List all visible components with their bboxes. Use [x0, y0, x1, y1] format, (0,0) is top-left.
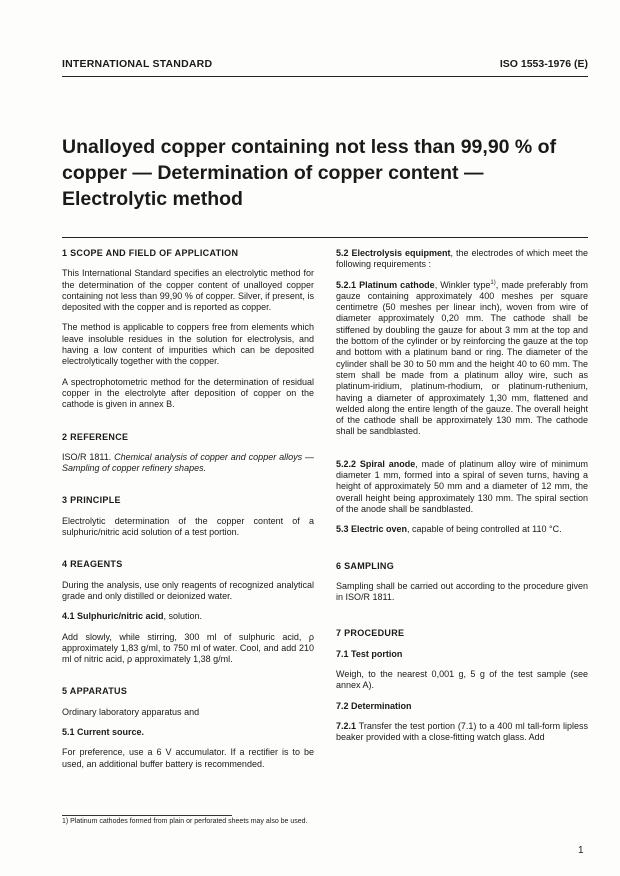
section-4-paragraph: Add slowly, while stirring, 300 ml of sulphuric acid, ρ approximately 1,83 g/ml, to 750 ml of water. Cool, and add 210 ml of nitric acid, ρ approximately 1,38 g/ml.	[62, 631, 314, 665]
section-3-heading: 3 PRINCIPLE	[62, 495, 121, 506]
section-1-paragraph: A spectrophotometric method for the determination of residual copper in the electrolyte after deposition of copper on the cathode is given in annex B.	[62, 376, 314, 410]
subsection-5-2-heading: 5.2 Electrolysis equipment	[336, 248, 451, 258]
section-7-1-paragraph: Weigh, to the nearest 0,001 g, 5 g of the test sample (see annex A).	[336, 669, 588, 691]
section-4-paragraph: During the analysis, use only reagents of recognized analytical grade and only distilled or deionized water.	[62, 579, 314, 601]
right-column	[336, 248, 588, 753]
subsection-5-2-1-heading: 5.2.1 Platinum cathode	[336, 279, 435, 290]
standard-label: INTERNATIONAL STANDARD	[62, 58, 213, 70]
footnote-rule	[62, 815, 232, 816]
document-title: Unalloyed copper containing not less than 99,90 % of copper — Determination of copper content — Electrolytic method	[62, 136, 557, 210]
header-rule	[62, 76, 588, 77]
title-rule	[62, 237, 588, 238]
subsection-7-1-heading: 7.1 Test portion	[336, 648, 403, 659]
subsection-4-1	[62, 611, 314, 622]
subsection-5-3-heading: 5.3 Electric oven	[336, 524, 408, 535]
section-6-paragraph: Sampling shall be carried out according to the procedure given in ISO/R 1811.	[336, 580, 588, 603]
subsection-5-2-1	[336, 280, 588, 438]
reference-title: Chemical analysis of copper and copper alloys — Sampling of copper refinery shapes.	[62, 451, 314, 474]
reference-code: ISO/R 1811.	[62, 451, 112, 462]
subsection-5-3	[336, 524, 588, 535]
section-6-heading: 6 SAMPLING	[336, 560, 395, 571]
reference-paragraph	[62, 452, 314, 475]
page-number: 1	[578, 845, 584, 856]
subsection-5-2-1-text: , made preferably from gauze containing approximately 400 meshes per square centimetre (50 meshes per linear inch), woven from wire of diameter approximately 0,20 mm. The cathode shall be stiffened by doubling the gauze for about 3 mm at the top and the bottom of the cylinder or by reinforcing the gauze at the top and bottom with a platinum band or ring. The diameter of the cylinder shall be 30 to 50 mm and the height 40 to 60 mm. The stem shall be made from a platinum alloy wire, such as platinum-iridium, platinum-rhodium, or platinum-ruthenium, having a diameter of approximately 1,30 mm, flattened and welded along the entire length of the gauze. The overall height of the cathode shall be approximately 130 mm. The cathode shall be sandblasted.	[336, 279, 589, 437]
subsection-7-2-1-text: Transfer the test portion (7.1) to a 400 ml tall-form lipless beaker provided with a close-fitting watch glass. Add	[336, 720, 588, 743]
subsection-5-2-2-heading: 5.2.2 Spiral anode	[336, 458, 416, 469]
footnote: 1) Platinum cathodes formed from plain or perforated sheets may also be used.	[62, 818, 308, 825]
section-5-heading: 5 APPARATUS	[62, 686, 128, 697]
subsection-5-2	[336, 248, 588, 271]
footnote-marker: 1)	[490, 279, 496, 286]
section-7-heading: 7 PROCEDURE	[336, 628, 405, 639]
subsection-5-2-1-text: , Winkler type	[434, 279, 491, 290]
subsection-4-1-tail: , solution.	[163, 611, 203, 622]
subsection-4-1-heading: 4.1 Sulphuric/nitric acid	[62, 611, 164, 622]
subsection-7-2-1-heading: 7.2.1	[336, 720, 357, 731]
subsection-5-3-text: , capable of being controlled at 110 °C.	[407, 524, 562, 535]
subsection-5-2-text: , the electrodes of which meet the following requirements :	[336, 248, 588, 270]
subsection-7-2-1	[336, 721, 588, 744]
section-1-paragraph: The method is applicable to coppers free from elements which leave insoluble residues in the solution for electrolysis, and having a low content of impurities which can be deposited electrolytically together with the copper.	[62, 322, 314, 367]
section-4-heading: 4 REAGENTS	[62, 559, 123, 570]
section-2-heading: 2 REFERENCE	[62, 431, 129, 442]
subsection-5-2-2	[336, 459, 588, 515]
section-1-heading: 1 SCOPE AND FIELD OF APPLICATION	[62, 248, 239, 258]
subsection-5-2-2-text: , made of platinum alloy wire of minimum diameter 1 mm, formed into a spiral of seven turns, having a height of approximately 50 mm and a diameter of 12 mm, the overall height being approximately 130 mm. The spiral section of the anode shall be sandblasted.	[336, 458, 589, 514]
subsection-7-2-heading: 7.2 Determination	[336, 700, 412, 711]
section-5-paragraph: Ordinary laboratory apparatus and	[62, 706, 200, 717]
section-5-1-paragraph: For preference, use a 6 V accumulator. If a rectifier is to be used, an additional buffer battery is recommended.	[62, 747, 314, 769]
section-1-paragraph: This International Standard specifies an electrolytic method for the determination of the copper content of unalloyed copper containing not less than 99,90 % of copper. Silver, if present, is deposited with the copper and is reported as copper.	[62, 268, 314, 313]
section-3-paragraph: Electrolytic determination of the copper content of a sulphuric/nitric acid solution of a test portion.	[62, 515, 314, 538]
subsection-5-1-heading: 5.1 Current source.	[62, 727, 145, 738]
standard-code: ISO 1553-1976 (E)	[499, 58, 588, 70]
left-column	[62, 248, 314, 779]
